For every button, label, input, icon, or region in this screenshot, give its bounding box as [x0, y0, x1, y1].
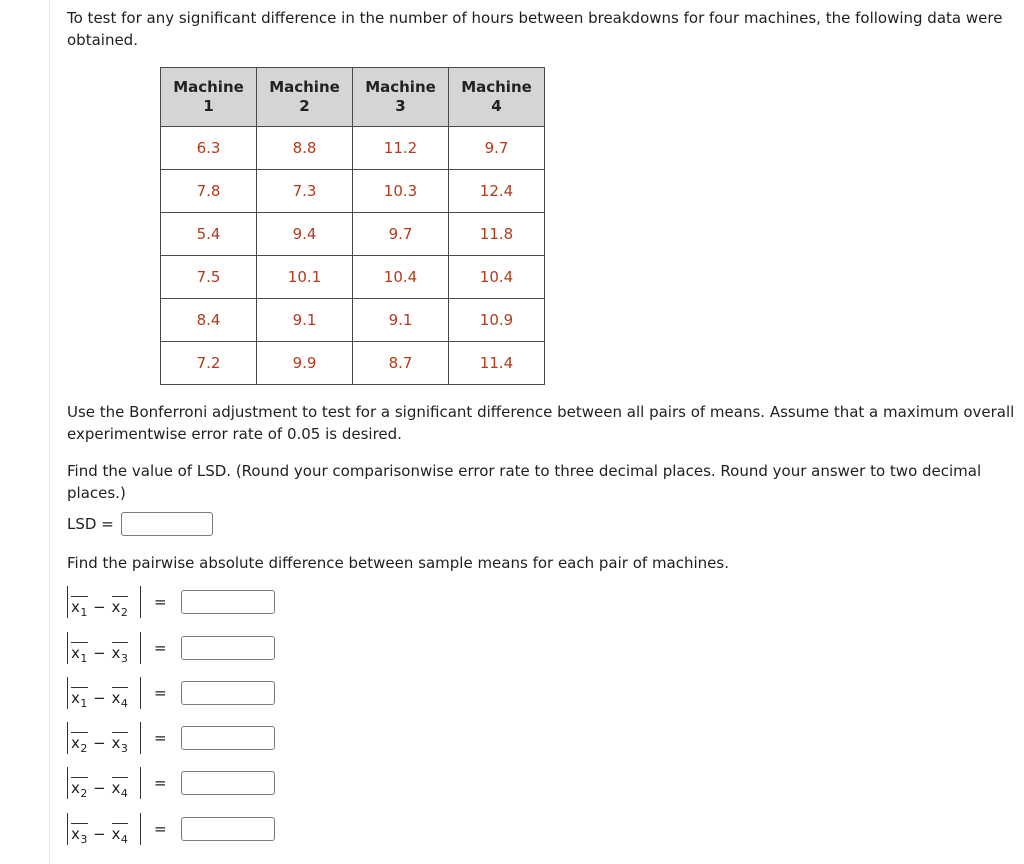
diff-input-1-4[interactable] [181, 681, 275, 705]
table-cell: 7.3 [257, 170, 353, 213]
table-cell: 11.8 [449, 213, 545, 256]
diff-input-1-2[interactable] [181, 590, 275, 614]
abs-diff-x2-x3: $x_2 - x_3$ [67, 722, 141, 754]
equals-sign: = [154, 774, 167, 792]
machine-data-table [160, 67, 545, 385]
table-cell: 10.4 [353, 256, 449, 299]
header-machine-1: Machine 1 [161, 68, 257, 127]
lsd-label: LSD = [67, 515, 114, 533]
lsd-answer-row [67, 511, 213, 537]
table-cell: 8.4 [161, 299, 257, 342]
abs-diff-x2-x4: $x_2 - x_4$ [67, 767, 141, 799]
table-cell: 8.8 [257, 127, 353, 170]
diff-input-2-4[interactable] [181, 771, 275, 795]
lsd-input[interactable] [121, 512, 213, 536]
table-cell: 9.1 [353, 299, 449, 342]
left-divider [49, 0, 50, 864]
table-cell: 10.9 [449, 299, 545, 342]
abs-diff-x1-x2: $x_1 - x_2$ [67, 586, 141, 618]
equals-sign: = [154, 820, 167, 838]
diff-row-2-3 [67, 720, 275, 756]
lsd-question: Find the value of LSD. (Round your comparisonwise error rate to three decimal places. Round your answer to two decimal places.) [67, 462, 982, 502]
table-cell: 11.2 [353, 127, 449, 170]
table-row [161, 213, 545, 256]
diff-input-2-3[interactable] [181, 726, 275, 750]
table-cell: 9.7 [353, 213, 449, 256]
table-header-row [161, 68, 545, 127]
table-cell: 9.1 [257, 299, 353, 342]
bonferroni-instructions: Use the Bonferroni adjustment to test for a significant difference between all pairs of means. Assume that a maximum overall experimentwise error rate of 0.05 is desired. [67, 403, 1015, 443]
equals-sign: = [154, 639, 167, 657]
table-cell: 10.4 [449, 256, 545, 299]
table-cell: 9.9 [257, 342, 353, 385]
table-row [161, 170, 545, 213]
diff-row-1-2 [67, 584, 275, 620]
header-machine-4: Machine 4 [449, 68, 545, 127]
table-cell: 9.7 [449, 127, 545, 170]
diff-row-3-4 [67, 811, 275, 847]
table-cell: 10.1 [257, 256, 353, 299]
table-cell: 9.4 [257, 213, 353, 256]
pairwise-question: Find the pairwise absolute difference between sample means for each pair of machines. [67, 554, 729, 572]
abs-diff-x1-x4: $x_1 - x_4$ [67, 677, 141, 709]
equals-sign: = [154, 729, 167, 747]
table-cell: 6.3 [161, 127, 257, 170]
table-cell: 12.4 [449, 170, 545, 213]
table-row [161, 256, 545, 299]
table-row [161, 127, 545, 170]
equals-sign: = [154, 684, 167, 702]
table-cell: 11.4 [449, 342, 545, 385]
header-machine-2: Machine 2 [257, 68, 353, 127]
diff-row-2-4 [67, 765, 275, 801]
table-row [161, 342, 545, 385]
abs-diff-x1-x3: $x_1 - x_3$ [67, 632, 141, 664]
abs-diff-x3-x4: $x_3 - x_4$ [67, 813, 141, 845]
header-machine-3: Machine 3 [353, 68, 449, 127]
equals-sign: = [154, 593, 167, 611]
table-cell: 10.3 [353, 170, 449, 213]
table-cell: 8.7 [353, 342, 449, 385]
table-row [161, 299, 545, 342]
diff-row-1-4 [67, 675, 275, 711]
diff-input-3-4[interactable] [181, 817, 275, 841]
table-cell: 7.8 [161, 170, 257, 213]
table-cell: 5.4 [161, 213, 257, 256]
intro-text: To test for any significant difference in the number of hours between breakdowns for four machines, the following data were obtained. [67, 9, 1003, 49]
table-cell: 7.2 [161, 342, 257, 385]
table-cell: 7.5 [161, 256, 257, 299]
diff-row-1-3 [67, 630, 275, 666]
diff-input-1-3[interactable] [181, 636, 275, 660]
